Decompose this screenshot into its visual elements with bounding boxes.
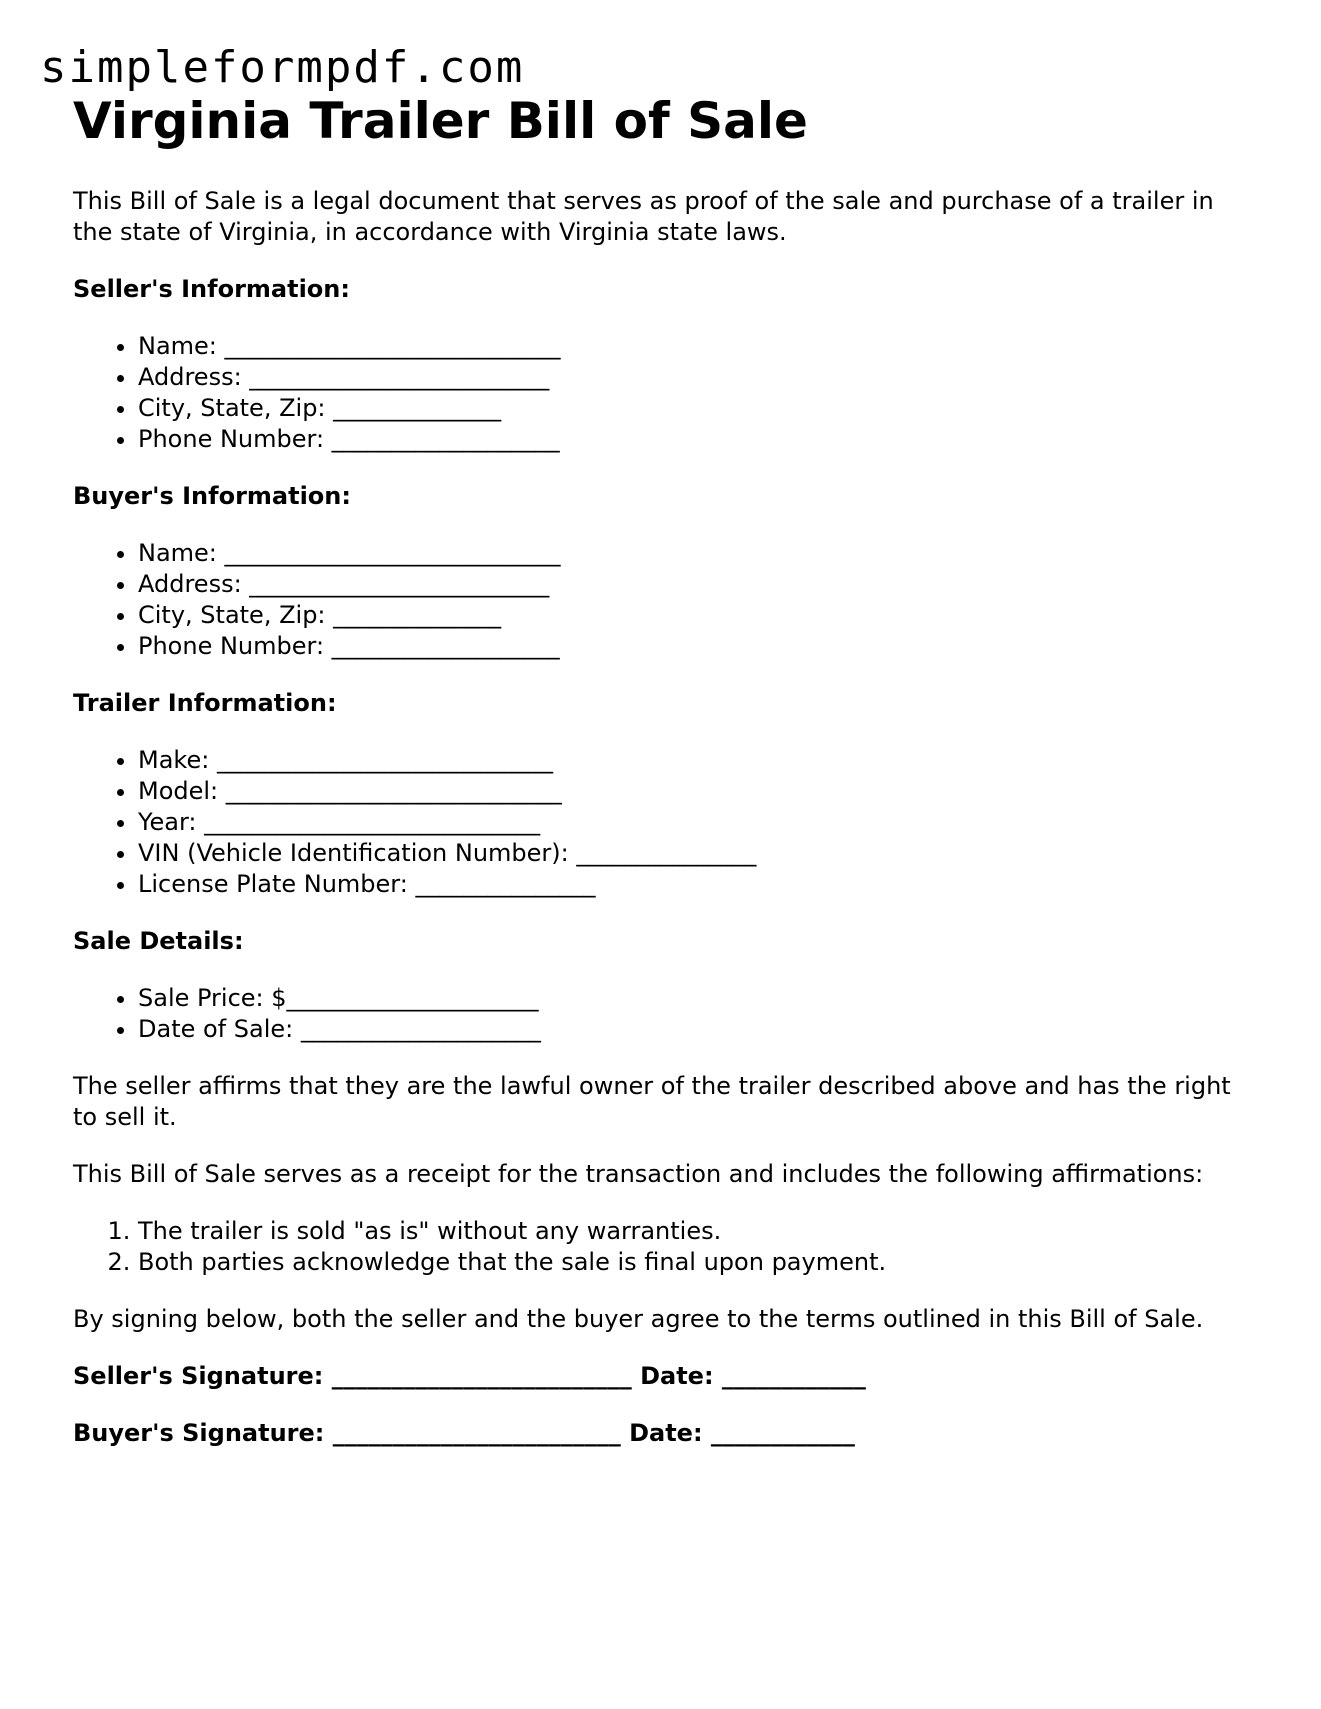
sale-details-list bbox=[73, 983, 1233, 1045]
sale-price-field: • Sale Price: $_____________________ bbox=[138, 983, 1233, 1014]
affirmation-final-sale: 2. Both parties acknowledge that the sale is final upon payment. bbox=[138, 1247, 1233, 1278]
buyer-section-heading: Buyer's Information: bbox=[73, 482, 351, 510]
trailer-info-list bbox=[73, 745, 1233, 900]
seller-address-field: • Address: _________________________ bbox=[138, 362, 1233, 393]
buyer-city-state-zip-field: • City, State, Zip: ______________ bbox=[138, 600, 1233, 631]
document-body bbox=[73, 90, 1233, 1475]
buyer-address-field: • Address: _________________________ bbox=[138, 569, 1233, 600]
trailer-license-plate-field: • License Plate Number: _______________ bbox=[138, 869, 1233, 900]
buyer-name-field: • Name: ____________________________ bbox=[138, 538, 1233, 569]
seller-phone-field: • Phone Number: ___________________ bbox=[138, 424, 1233, 455]
document-title: Virginia Trailer Bill of Sale bbox=[73, 92, 808, 150]
buyer-info-list bbox=[73, 538, 1233, 662]
trailer-make-field: • Make: ____________________________ bbox=[138, 745, 1233, 776]
seller-name-field: • Name: ____________________________ bbox=[138, 331, 1233, 362]
trailer-vin-field: • VIN (Vehicle Identification Number): _______________ bbox=[138, 838, 1233, 869]
trailer-section-heading: Trailer Information: bbox=[73, 689, 337, 717]
seller-signature-line: Seller's Signature: _________________________ Date: ____________ bbox=[73, 1362, 866, 1390]
buyer-phone-field: • Phone Number: ___________________ bbox=[138, 631, 1233, 662]
trailer-year-field: • Year: ____________________________ bbox=[138, 807, 1233, 838]
affirmations-list bbox=[73, 1216, 1233, 1278]
trailer-model-field: • Model: ____________________________ bbox=[138, 776, 1233, 807]
sale-section-heading: Sale Details: bbox=[73, 927, 244, 955]
intro-paragraph: This Bill of Sale is a legal document that serves as proof of the sale and purchase of a trailer in the state of Virginia, in accordance with Virginia state laws. bbox=[73, 187, 1214, 246]
watermark: simpleformpdf.com bbox=[40, 42, 525, 93]
sale-date-field: • Date of Sale: ____________________ bbox=[138, 1014, 1233, 1045]
seller-section-heading: Seller's Information: bbox=[73, 275, 350, 303]
seller-city-state-zip-field: • City, State, Zip: ______________ bbox=[138, 393, 1233, 424]
signing-note: By signing below, both the seller and the buyer agree to the terms outlined in this Bill of Sale. bbox=[73, 1305, 1204, 1333]
affirmation-as-is: 1. The trailer is sold "as is" without any warranties. bbox=[138, 1216, 1233, 1247]
ownership-affirmation: The seller affirms that they are the lawful owner of the trailer described above and has the right to sell it. bbox=[73, 1072, 1231, 1131]
seller-info-list bbox=[73, 331, 1233, 455]
buyer-signature-line: Buyer's Signature: ________________________ Date: ____________ bbox=[73, 1419, 855, 1447]
receipt-intro: This Bill of Sale serves as a receipt for the transaction and includes the following affirmations: bbox=[73, 1160, 1204, 1188]
